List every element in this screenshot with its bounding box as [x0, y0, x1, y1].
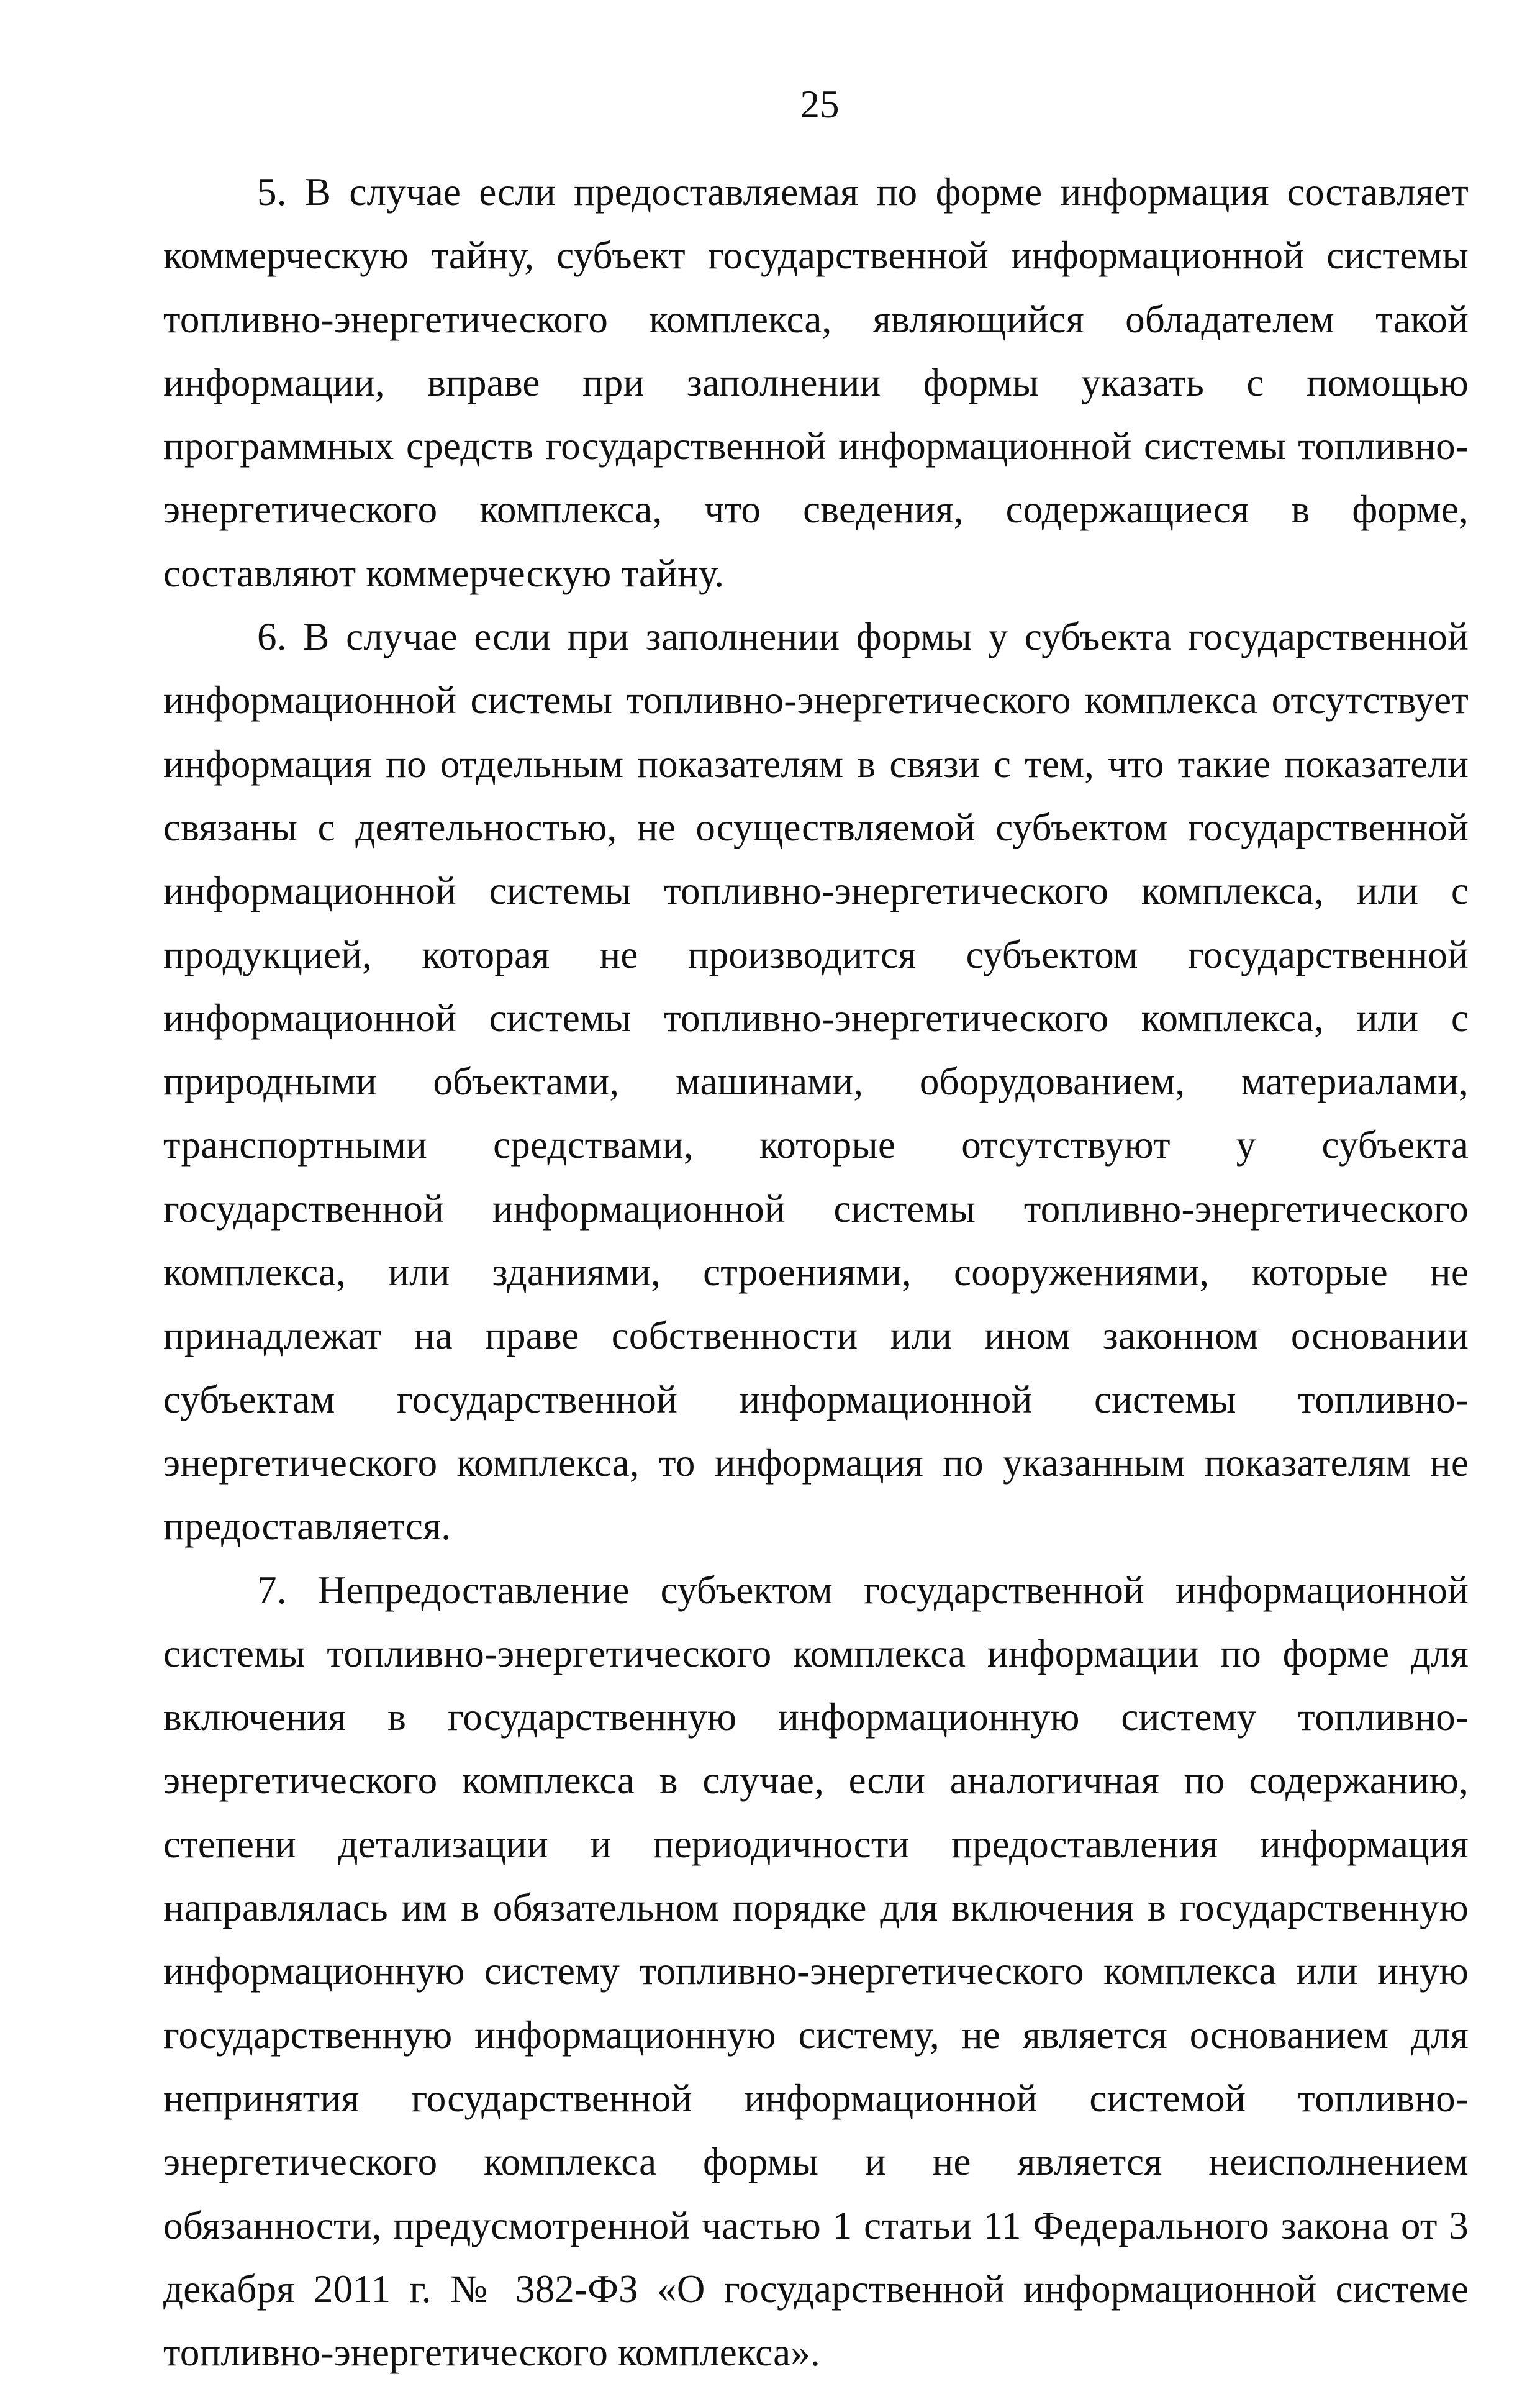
- paragraph-5: 5. В случае если предоставляемая по форме информация составляет коммерческую тайну, субъект государственной информационной системы топливно-энергетического комплекса, являющийся обладателем такой информации, вправе при заполнении формы указать с помощью программных средств государственной информационной системы топливно-энергетического комплекса, что сведения, содержащиеся в форме, составляют коммерческую тайну.: [163, 170, 1469, 595]
- document-body: [163, 160, 1469, 2384]
- paragraph-7: 7. Непредоставление субъектом государственной информационной системы топливно-энергетического комплекса информации по форме для включения в государственную информационную систему топливно-энергетического комплекса в случае, если аналогичная по содержанию, степени детализации и периодичности предоставления информация направлялась им в обязательном порядке для включения в государственную информационную систему топливно-энергетического комплекса или иную государственную информационную систему, не является основанием для непринятия государственной информационной системой топливно-энергетического комплекса формы и не является неисполнением обязанности, предусмотренной частью 1 статьи 11 Федерального закона от 3 декабря 2011 г. № 382-ФЗ «О государственной информационной системе топливно-энергетического комплекса».: [163, 1568, 1469, 2375]
- page-number: 25: [800, 83, 840, 126]
- paragraph-6: 6. В случае если при заполнении формы у субъекта государственной информационной системы топливно-энергетического комплекса отсутствует информация по отдельным показателям в связи с тем, что такие показатели связаны с деятельностью, не осуществляемой субъектом государственной информационной системы топливно-энергетического комплекса, или с продукцией, которая не производится субъектом государственной информационной системы топливно-энергетического комплекса, или с природными объектами, машинами, оборудованием, материалами, транспортными средствами, которые отсутствуют у субъекта государственной информационной системы топливно-энергетического комплекса, или зданиями, строениями, сооружениями, которые не принадлежат на праве собственности или ином законном основании субъектам государственной информационной системы топливно-энергетического комплекса, то информация по указанным показателям не предоставляется.: [163, 615, 1469, 1549]
